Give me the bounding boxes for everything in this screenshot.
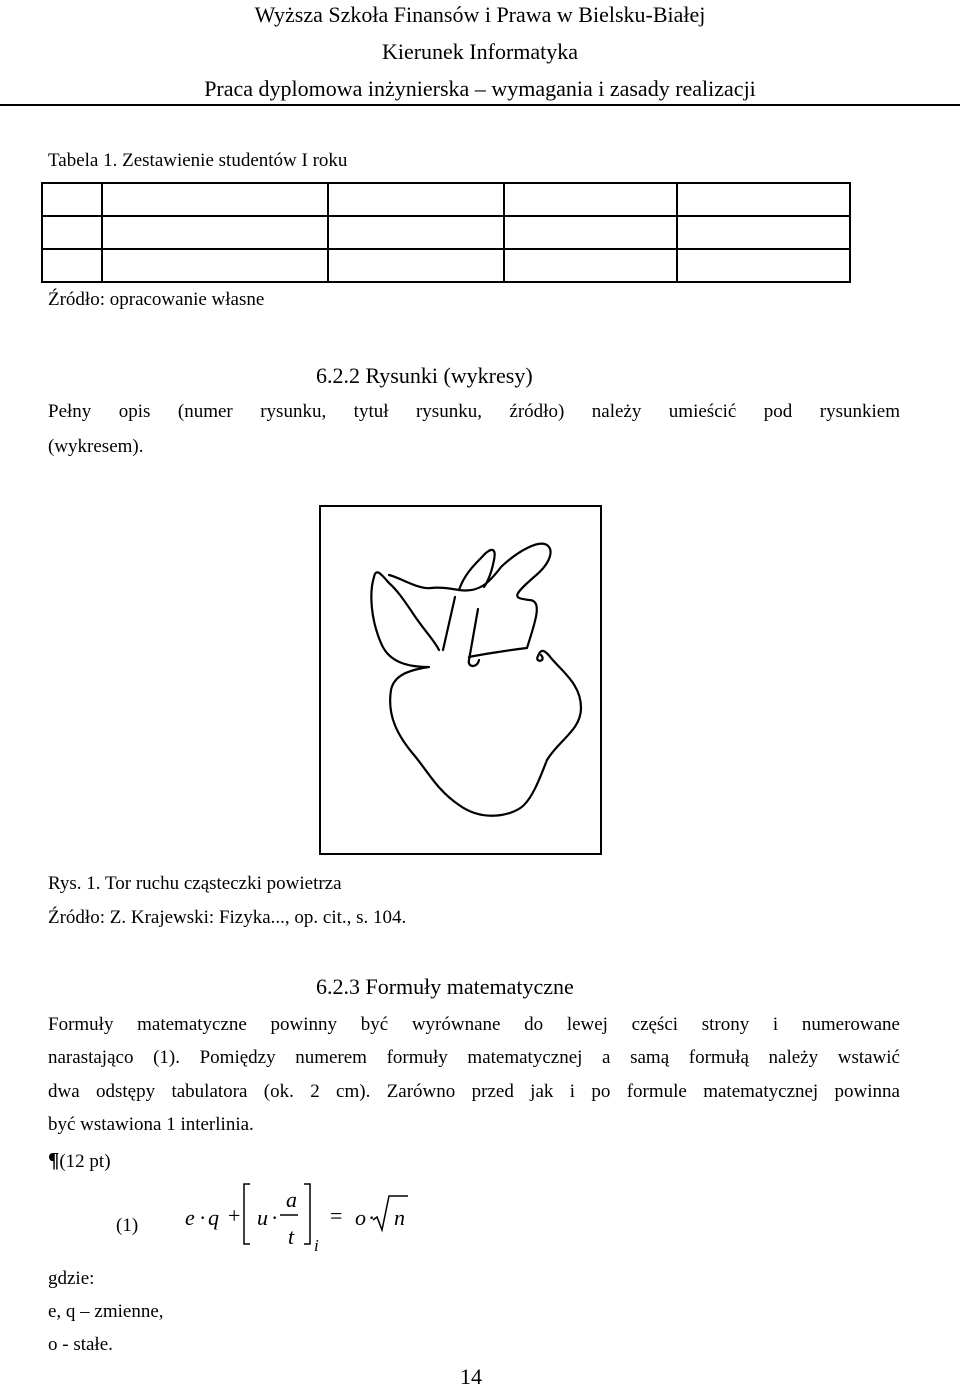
page-number: 14	[460, 1364, 482, 1389]
formula-plus: +	[228, 1203, 241, 1228]
formula-var-a: a	[286, 1187, 297, 1212]
header-university: Wyższa Szkoła Finansów i Prawa w Bielsku-Białej	[254, 2, 706, 27]
legend-title: gdzie:	[48, 1268, 95, 1289]
paragraph-line: Formuły matematyczne powinny być wyrównane do lewej części strony i numerowane	[48, 1014, 900, 1035]
formula-subscript-i: i	[314, 1236, 319, 1255]
table-caption: Tabela 1. Zestawienie studentów I roku	[48, 150, 348, 171]
formula-brackets-and-root	[240, 1182, 420, 1252]
formula-dot: ·	[271, 1205, 279, 1230]
pilcrow-icon: ¶	[48, 1148, 60, 1172]
figure-caption: Rys. 1. Tor ruchu cząsteczki powietrza	[48, 873, 342, 894]
legend-variables: e, q – zmienne,	[48, 1301, 164, 1322]
spacing-value: (12 pt)	[59, 1151, 111, 1172]
table-source: Źródło: opracowanie własne	[48, 289, 265, 310]
paragraph-line: dwa odstępy tabulatora (ok. 2 cm). Zarówno przed jak i po formule matematycznej powinna	[48, 1081, 900, 1102]
formula-dot: ·	[368, 1205, 376, 1230]
formula-var-n: n	[394, 1205, 405, 1230]
paragraph-line: narastająco (1). Pomiędzy numerem formuły matematycznej a samą formułą należy wstawić	[48, 1047, 900, 1068]
section-heading-formulas: 6.2.3 Formuły matematyczne	[316, 974, 574, 999]
formula-dot: ·	[199, 1205, 207, 1230]
paragraph-line: być wstawiona 1 interlinia.	[48, 1114, 254, 1135]
formula-var-e: e	[185, 1205, 195, 1230]
header-faculty: Kierunek Informatyka	[381, 39, 579, 64]
paragraph-line: (wykresem).	[48, 436, 144, 457]
formula-var-o: o	[355, 1205, 366, 1230]
formula-equals: =	[330, 1203, 343, 1228]
formula-left-bracket	[244, 1184, 250, 1244]
formula-var-t: t	[288, 1224, 295, 1249]
formula-right-bracket	[304, 1184, 310, 1244]
formula-var-u: u	[257, 1205, 268, 1230]
legend-constants: o - stałe.	[48, 1334, 113, 1355]
paragraph-line: Pełny opis (numer rysunku, tytuł rysunku, źródło) należy umieścić pod rysunkiem	[48, 401, 900, 422]
formula-var-q: q	[208, 1205, 219, 1230]
section-heading-figures: 6.2.2 Rysunki (wykresy)	[316, 363, 533, 388]
figure-source: Źródło: Z. Krajewski: Fizyka..., op. cit., s. 104.	[48, 907, 407, 928]
header-document-title: Praca dyplomowa inżynierska – wymagania i zasady realizacji	[204, 76, 756, 101]
formula-number: (1)	[116, 1215, 139, 1236]
formula-root-sign	[373, 1196, 408, 1230]
